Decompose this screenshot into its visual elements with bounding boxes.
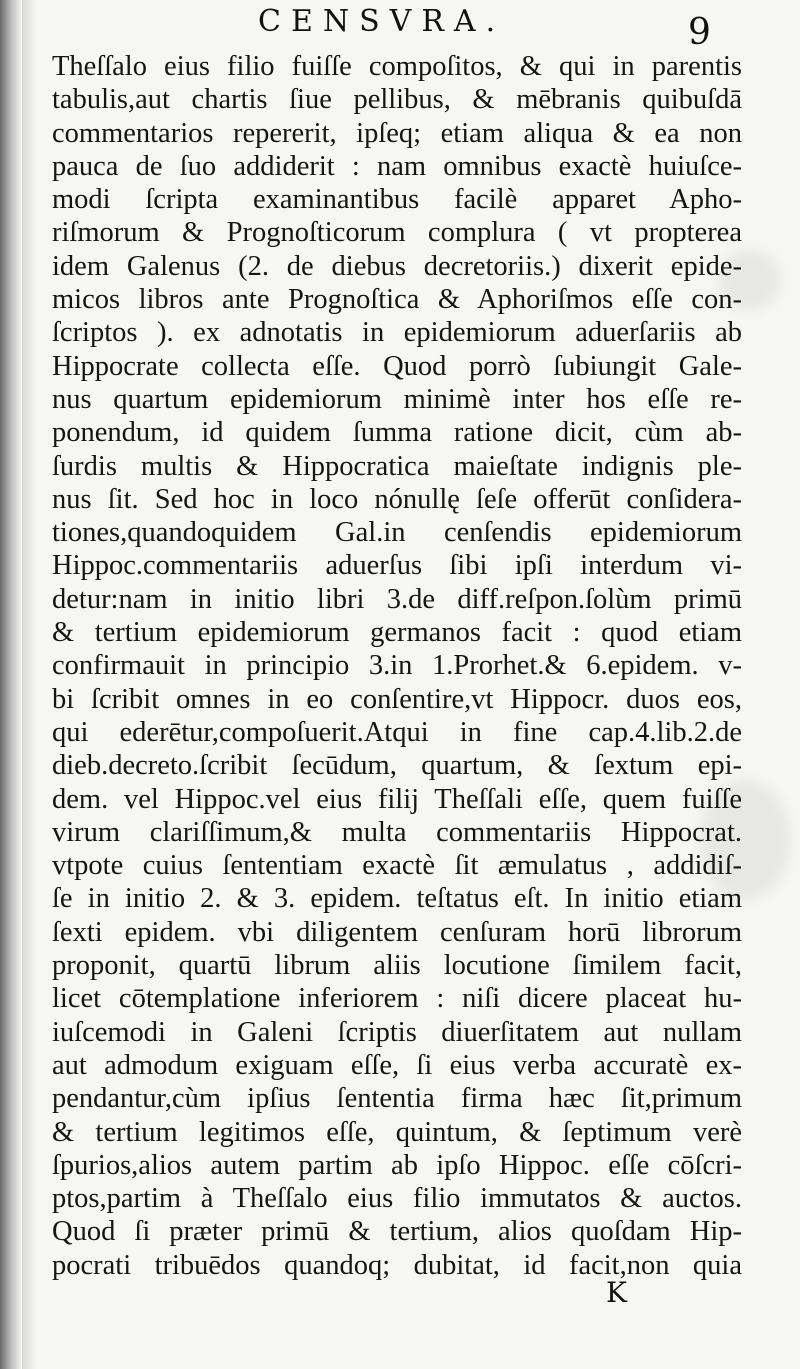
text-line: ſe in initio 2. & 3. epidem. teſtatus eſt. In initio etiam — [52, 883, 742, 915]
text-line: ptos,partim à Theſſalo eius filio immutatos & auctos. — [52, 1183, 742, 1215]
text-line: dieb.decreto.ſcribit ſecūdum, quartum, & ſextum epi- — [52, 750, 742, 782]
text-line: pocrati tribuēdos quandoq; dubitat, id facit,non quia — [52, 1249, 742, 1281]
text-line: aut admodum exiguam eſſe, ſi eius verba accuratè ex- — [52, 1049, 742, 1081]
text-line: & tertium epidemiorum germanos facit : quod etiam — [52, 617, 742, 649]
text-line: modi ſcripta examinantibus facilè apparet Apho- — [52, 184, 742, 216]
text-line: tabulis,aut chartis ſiue pellibus, & mēbranis quibuſdā — [52, 84, 742, 116]
text-line: ponendum, id quidem ſumma ratione dicit, cùm ab- — [52, 417, 742, 449]
catchword: K — [606, 1276, 627, 1309]
text-line: nus ſit. Sed hoc in loco nónullę ſeſe offerūt conſidera- — [52, 483, 742, 515]
text-line: ſurdis multis & Hippocratica maieſtate indignis ple- — [52, 450, 742, 482]
text-line: ſcriptos ). ex adnotatis in epidemiorum aduerſariis ab — [52, 317, 742, 349]
running-title: CENSVRA. — [258, 4, 506, 39]
page-header — [0, 0, 800, 53]
page-number: 9 — [688, 12, 711, 53]
text-line: ſpurios,alios autem partim ab ipſo Hippoc. eſſe cōſcri- — [52, 1149, 742, 1181]
text-line: tiones,quandoquidem Gal.in cenſendis epidemiorum — [52, 517, 742, 549]
text-line: qui ederētur,compoſuerit.Atqui in fine cap.4.lib.2.de — [52, 716, 742, 748]
binding-shadow — [0, 0, 22, 1369]
body-text — [52, 50, 742, 1282]
text-line: vtpote cuius ſententiam exactè ſit æmulatus , addidiſ- — [52, 850, 742, 882]
text-line: Hippoc.commentariis aduerſus ſibi ipſi interdum vi- — [52, 550, 742, 582]
text-line: Hippocrate collecta eſſe. Quod porrò ſubiungit Gale- — [52, 350, 742, 382]
text-line: micos libros ante Prognoſtica & Aphoriſmos eſſe con- — [52, 284, 742, 316]
text-line: commentarios repererit, ipſeq; etiam aliqua & ea non — [52, 117, 742, 149]
text-line: ſexti epidem. vbi diligentem cenſuram horū librorum — [52, 916, 742, 948]
text-line: Quod ſi præter primū & tertium, alios quoſdam Hip- — [52, 1216, 742, 1248]
text-line: bi ſcribit omnes in eo conſentire,vt Hippocr. duos eos, — [52, 683, 742, 715]
text-line: nus quartum epidemiorum minimè inter hos eſſe re- — [52, 383, 742, 415]
text-line: pauca de ſuo addiderit : nam omnibus exactè huiuſce- — [52, 150, 742, 182]
text-line: & tertium legitimos eſſe, quintum, & ſeptimum verè — [52, 1116, 742, 1148]
text-line: riſmorum & Prognoſticorum complura ( vt propterea — [52, 217, 742, 249]
page-edge — [22, 0, 36, 1369]
text-line: confirmauit in principio 3.in 1.Prorhet.& 6.epidem. v- — [52, 650, 742, 682]
text-line: idem Galenus (2. de diebus decretoriis.) dixerit epide- — [52, 250, 742, 282]
text-line: licet cōtemplatione inferiorem : niſi dicere placeat hu- — [52, 983, 742, 1015]
text-line: detur:nam in initio libri 3.de diff.reſpon.ſolùm primū — [52, 583, 742, 615]
text-line: pendantur,cùm ipſius ſententia firma hæc ſit,primum — [52, 1083, 742, 1115]
text-line: virum clariſſimum,& multa commentariis Hippocrat. — [52, 816, 742, 848]
text-line: proponit, quartū librum aliis locutione ſimilem facit, — [52, 950, 742, 982]
text-line: iuſcemodi in Galeni ſcriptis diuerſitatem aut nullam — [52, 1016, 742, 1048]
text-line: dem. vel Hippoc.vel eius filij Theſſali eſſe, quem fuiſſe — [52, 783, 742, 815]
text-line: Theſſalo eius filio fuiſſe compoſitos, & qui in parentis — [52, 51, 742, 82]
